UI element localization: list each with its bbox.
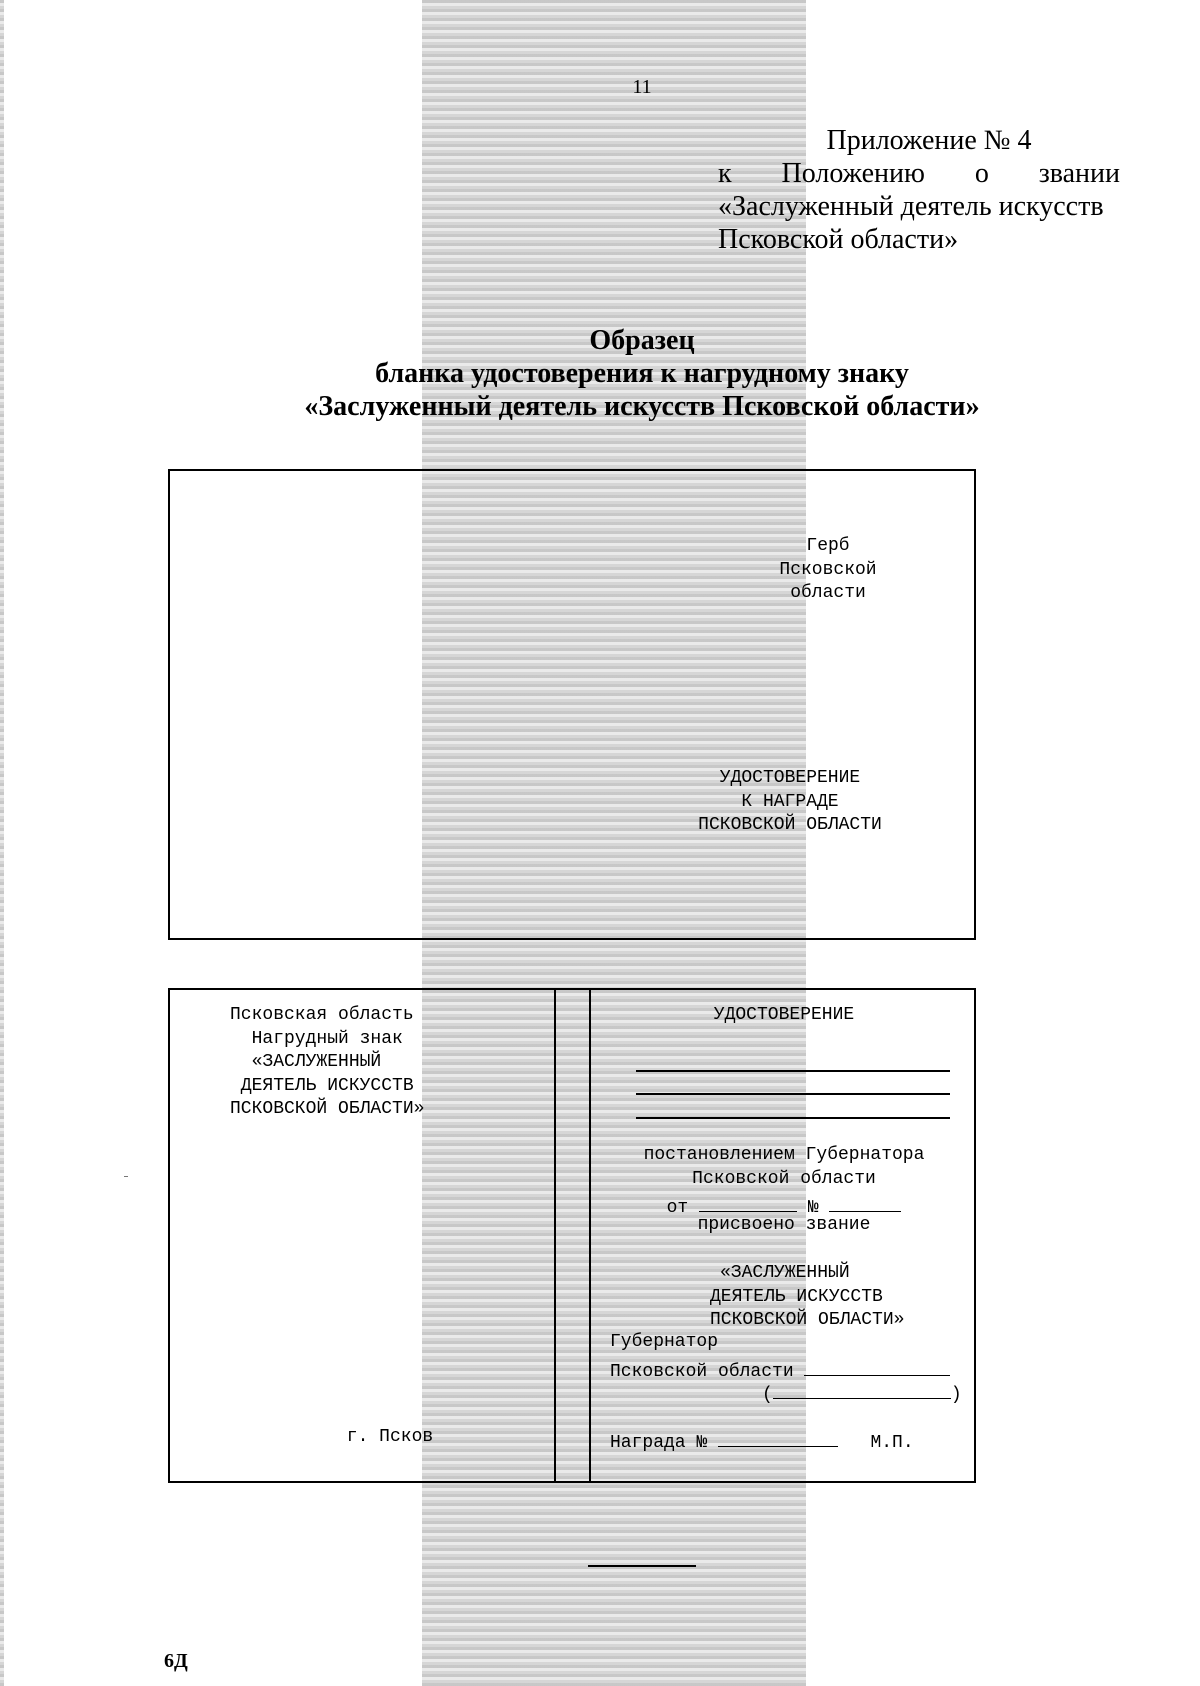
award-number-blank[interactable] (718, 1426, 838, 1447)
signature-transcript (762, 1378, 962, 1408)
paren-open: ( (762, 1385, 773, 1405)
inner-certificate-title: УДОСТОВЕРЕНИЕ (713, 1005, 855, 1025)
name-blank-line[interactable] (636, 1117, 950, 1119)
number-sign: № (807, 1198, 819, 1218)
heading-line-3: «Заслуженный деятель искусств Псковской области» (304, 391, 980, 422)
rank-line: ПСКОВСКОЙ ОБЛАСТИ» (710, 1310, 905, 1330)
paren-close: ) (950, 1385, 962, 1405)
cover-title-line: К НАГРАДЕ (741, 791, 839, 812)
heading-line-1: Образец (589, 325, 695, 356)
coat-line: Псковской (779, 559, 877, 580)
appendix-title: Приложение № 4 (826, 125, 1032, 156)
certificate-inner-spread (168, 988, 976, 1483)
inner-left-title (230, 1004, 570, 1122)
fold-line (589, 990, 591, 1481)
rank-line: «ЗАСЛУЖЕННЫЙ (720, 1263, 850, 1283)
decree-line: постановлением Губернатора (643, 1145, 925, 1165)
left-line: ДЕЯТЕЛЬ ИСКУССТВ (230, 1075, 414, 1096)
from-label: от (666, 1198, 689, 1218)
left-line: ПСКОВСКОЙ ОБЛАСТИ» (230, 1099, 425, 1119)
appendix-line-1 (718, 157, 1120, 190)
scan-edge-left (0, 0, 4, 1686)
coat-line: Герб (806, 536, 850, 556)
certificate-cover (168, 469, 976, 940)
appendix-word: звании (1038, 158, 1120, 189)
scan-speck (124, 1176, 128, 1177)
signature-blank[interactable] (804, 1355, 950, 1376)
award-label: Награда № (610, 1433, 708, 1453)
heading-line-2: бланка удостоверения к нагрудному знаку (375, 358, 909, 389)
left-line: Нагрудный знак (230, 1028, 403, 1049)
name-blank-line[interactable] (636, 1070, 950, 1072)
page-number: 11 (632, 76, 652, 98)
city-label: г. Псков (346, 1427, 434, 1447)
assigned-label: присвоено звание (697, 1215, 871, 1235)
cover-certificate-title (660, 767, 920, 838)
rank-line: ДЕЯТЕЛЬ ИСКУССТВ (710, 1286, 883, 1307)
cover-title-line: ПСКОВСКОЙ ОБЛАСТИ (698, 815, 882, 835)
transcript-blank[interactable] (773, 1378, 951, 1399)
name-blank-line[interactable] (636, 1093, 950, 1095)
appendix-line-2: «Заслуженный деятель искусств (718, 191, 1104, 222)
governor-signature (610, 1331, 970, 1384)
appendix-word: о (974, 158, 989, 189)
appendix-block (718, 124, 1120, 256)
award-number-row (610, 1426, 970, 1456)
footer-code: 6Д (164, 1650, 188, 1672)
cover-title-line: УДОСТОВЕРЕНИЕ (719, 768, 861, 788)
honorary-title (710, 1262, 970, 1333)
governor-region: Псковской области (610, 1361, 794, 1382)
coat-of-arms-placeholder (728, 535, 928, 606)
governor-line: Губернатор (610, 1332, 719, 1352)
decree-number-blank[interactable] (829, 1191, 901, 1212)
coat-line: области (790, 583, 866, 603)
end-divider (588, 1565, 696, 1567)
date-blank[interactable] (699, 1191, 797, 1212)
document-heading (0, 324, 1200, 423)
decree-text (592, 1144, 976, 1191)
appendix-word: к (718, 158, 732, 189)
appendix-line-3: Псковской области» (718, 224, 959, 255)
decree-line: Псковской области (692, 1168, 876, 1189)
left-line: «ЗАСЛУЖЕННЫЙ (230, 1052, 382, 1072)
inner-right-page (592, 990, 976, 1481)
appendix-word: Положению (781, 158, 925, 189)
left-line: Псковская область (230, 1005, 414, 1025)
stamp-place: М.П. (870, 1433, 914, 1453)
